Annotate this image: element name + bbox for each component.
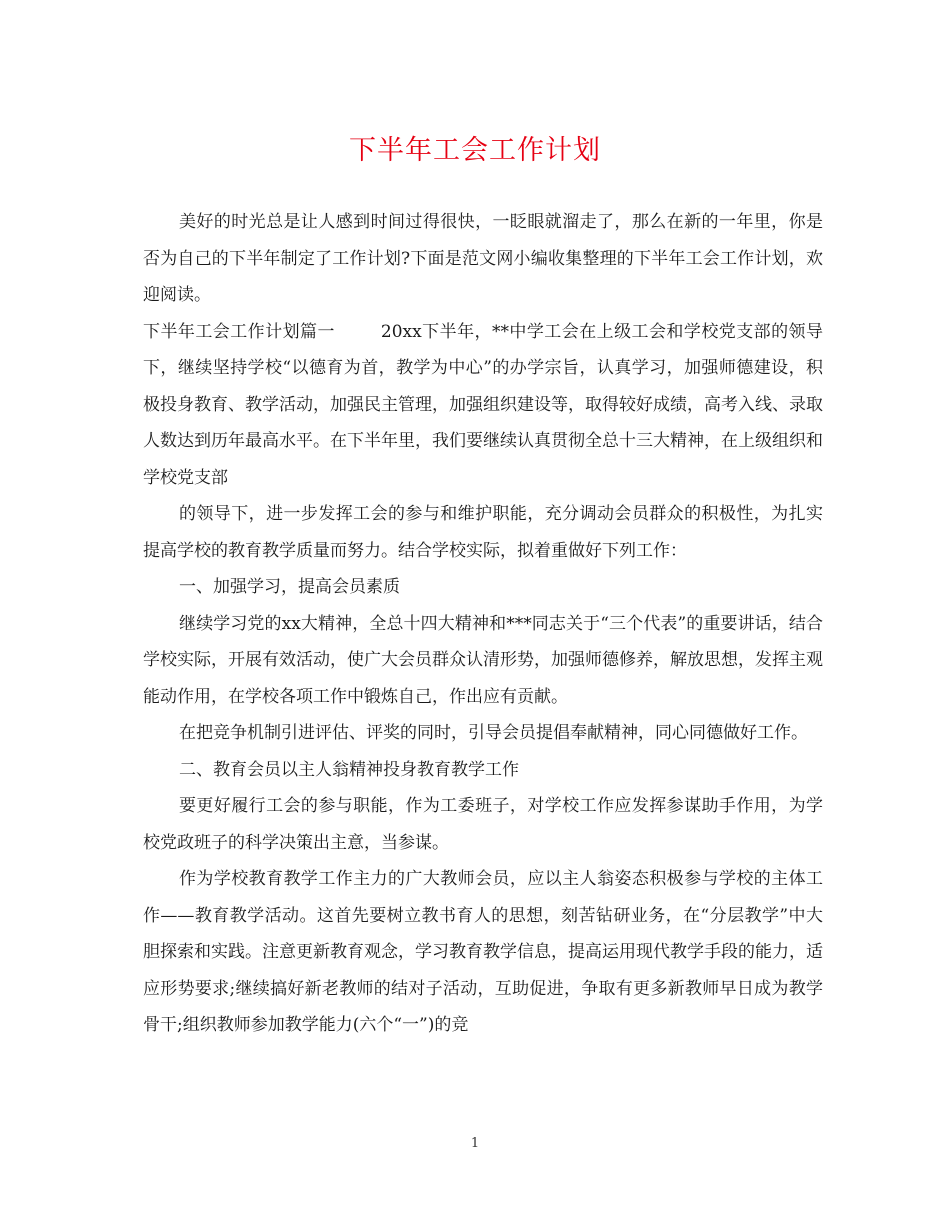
body-paragraph-1: 的领导下，进一步发挥工会的参与和维护职能，充分调动会员群众的积极性，为扎实提高学校的教育教学质量而努力。结合学校实际，拟着重做好下列工作：: [143, 504, 823, 561]
page-number: 1: [470, 1136, 480, 1151]
document-title: 下半年工会工作计划: [349, 135, 601, 166]
section-heading-1: 一、加强学习，提高会员素质: [179, 577, 400, 597]
section-heading-2: 二、教育会员以主人翁精神投身教育教学工作: [179, 759, 519, 780]
body-paragraph-2: 继续学习党的xx大精神，全总十四大精神和***同志关于“三个代表”的重要讲话，结合学校实际，开展有效活动，使广大会员群众认清形势，加强师德修养，解放思想，发挥主观能动作用，在学校各项工作中锻炼自己，作出应有贡献。: [143, 613, 823, 707]
intro-paragraph: 美好的时光总是让人感到时间过得很快，一眨眼就溜走了，那么在新的一年里，你是否为自己的下半年制定了工作计划?下面是范文网小编收集整理的下半年工会工作计划，欢迎阅读。: [143, 212, 823, 305]
body-paragraph-5: 作为学校教育教学工作主力的广大教师会员，应以主人翁姿态积极参与学校的主体工作——教育教学活动。这首先要树立教书育人的思想，刻苦钻研业务，在“分层教学”中大胆探索和实践。注意更新教育观念，学习教育教学信息，提高运用现代教学手段的能力，适应形势要求;继续搞好新老教师的结对子活动，互助促进，争取有更多新教师早日成为教学骨干;组织教师参加教学能力(六个“一”)的竞: [143, 869, 823, 1035]
body-paragraph-3: 在把竞争机制引进评估、评奖的同时，引导会员提倡奉献精神，同心同德做好工作。: [179, 723, 808, 743]
body-paragraph-4: 要更好履行工会的参与职能，作为工委班子，对学校工作应发挥参谋助手作用，为学校党政班子的科学决策出主意，当参谋。: [143, 796, 823, 853]
section-text: 20xx下半年，**中学工会在上级工会和学校党支部的领导下，继续坚持学校“以德育为首，教学为中心”的办学宗旨，认真学习，加强师德建设，积极投身教育、教学活动，加强民主管理，加强组织建设等，取得较好成绩，高考入线、录取人数达到历年最高水平。在下半年里，我们要继续认真贯彻全总十三大精神，在上级组织和学校党支部: [143, 321, 824, 488]
section-label: 下半年工会工作计划篇一: [143, 321, 335, 342]
document-body: [143, 204, 823, 1044]
section-paragraph: [143, 314, 823, 497]
